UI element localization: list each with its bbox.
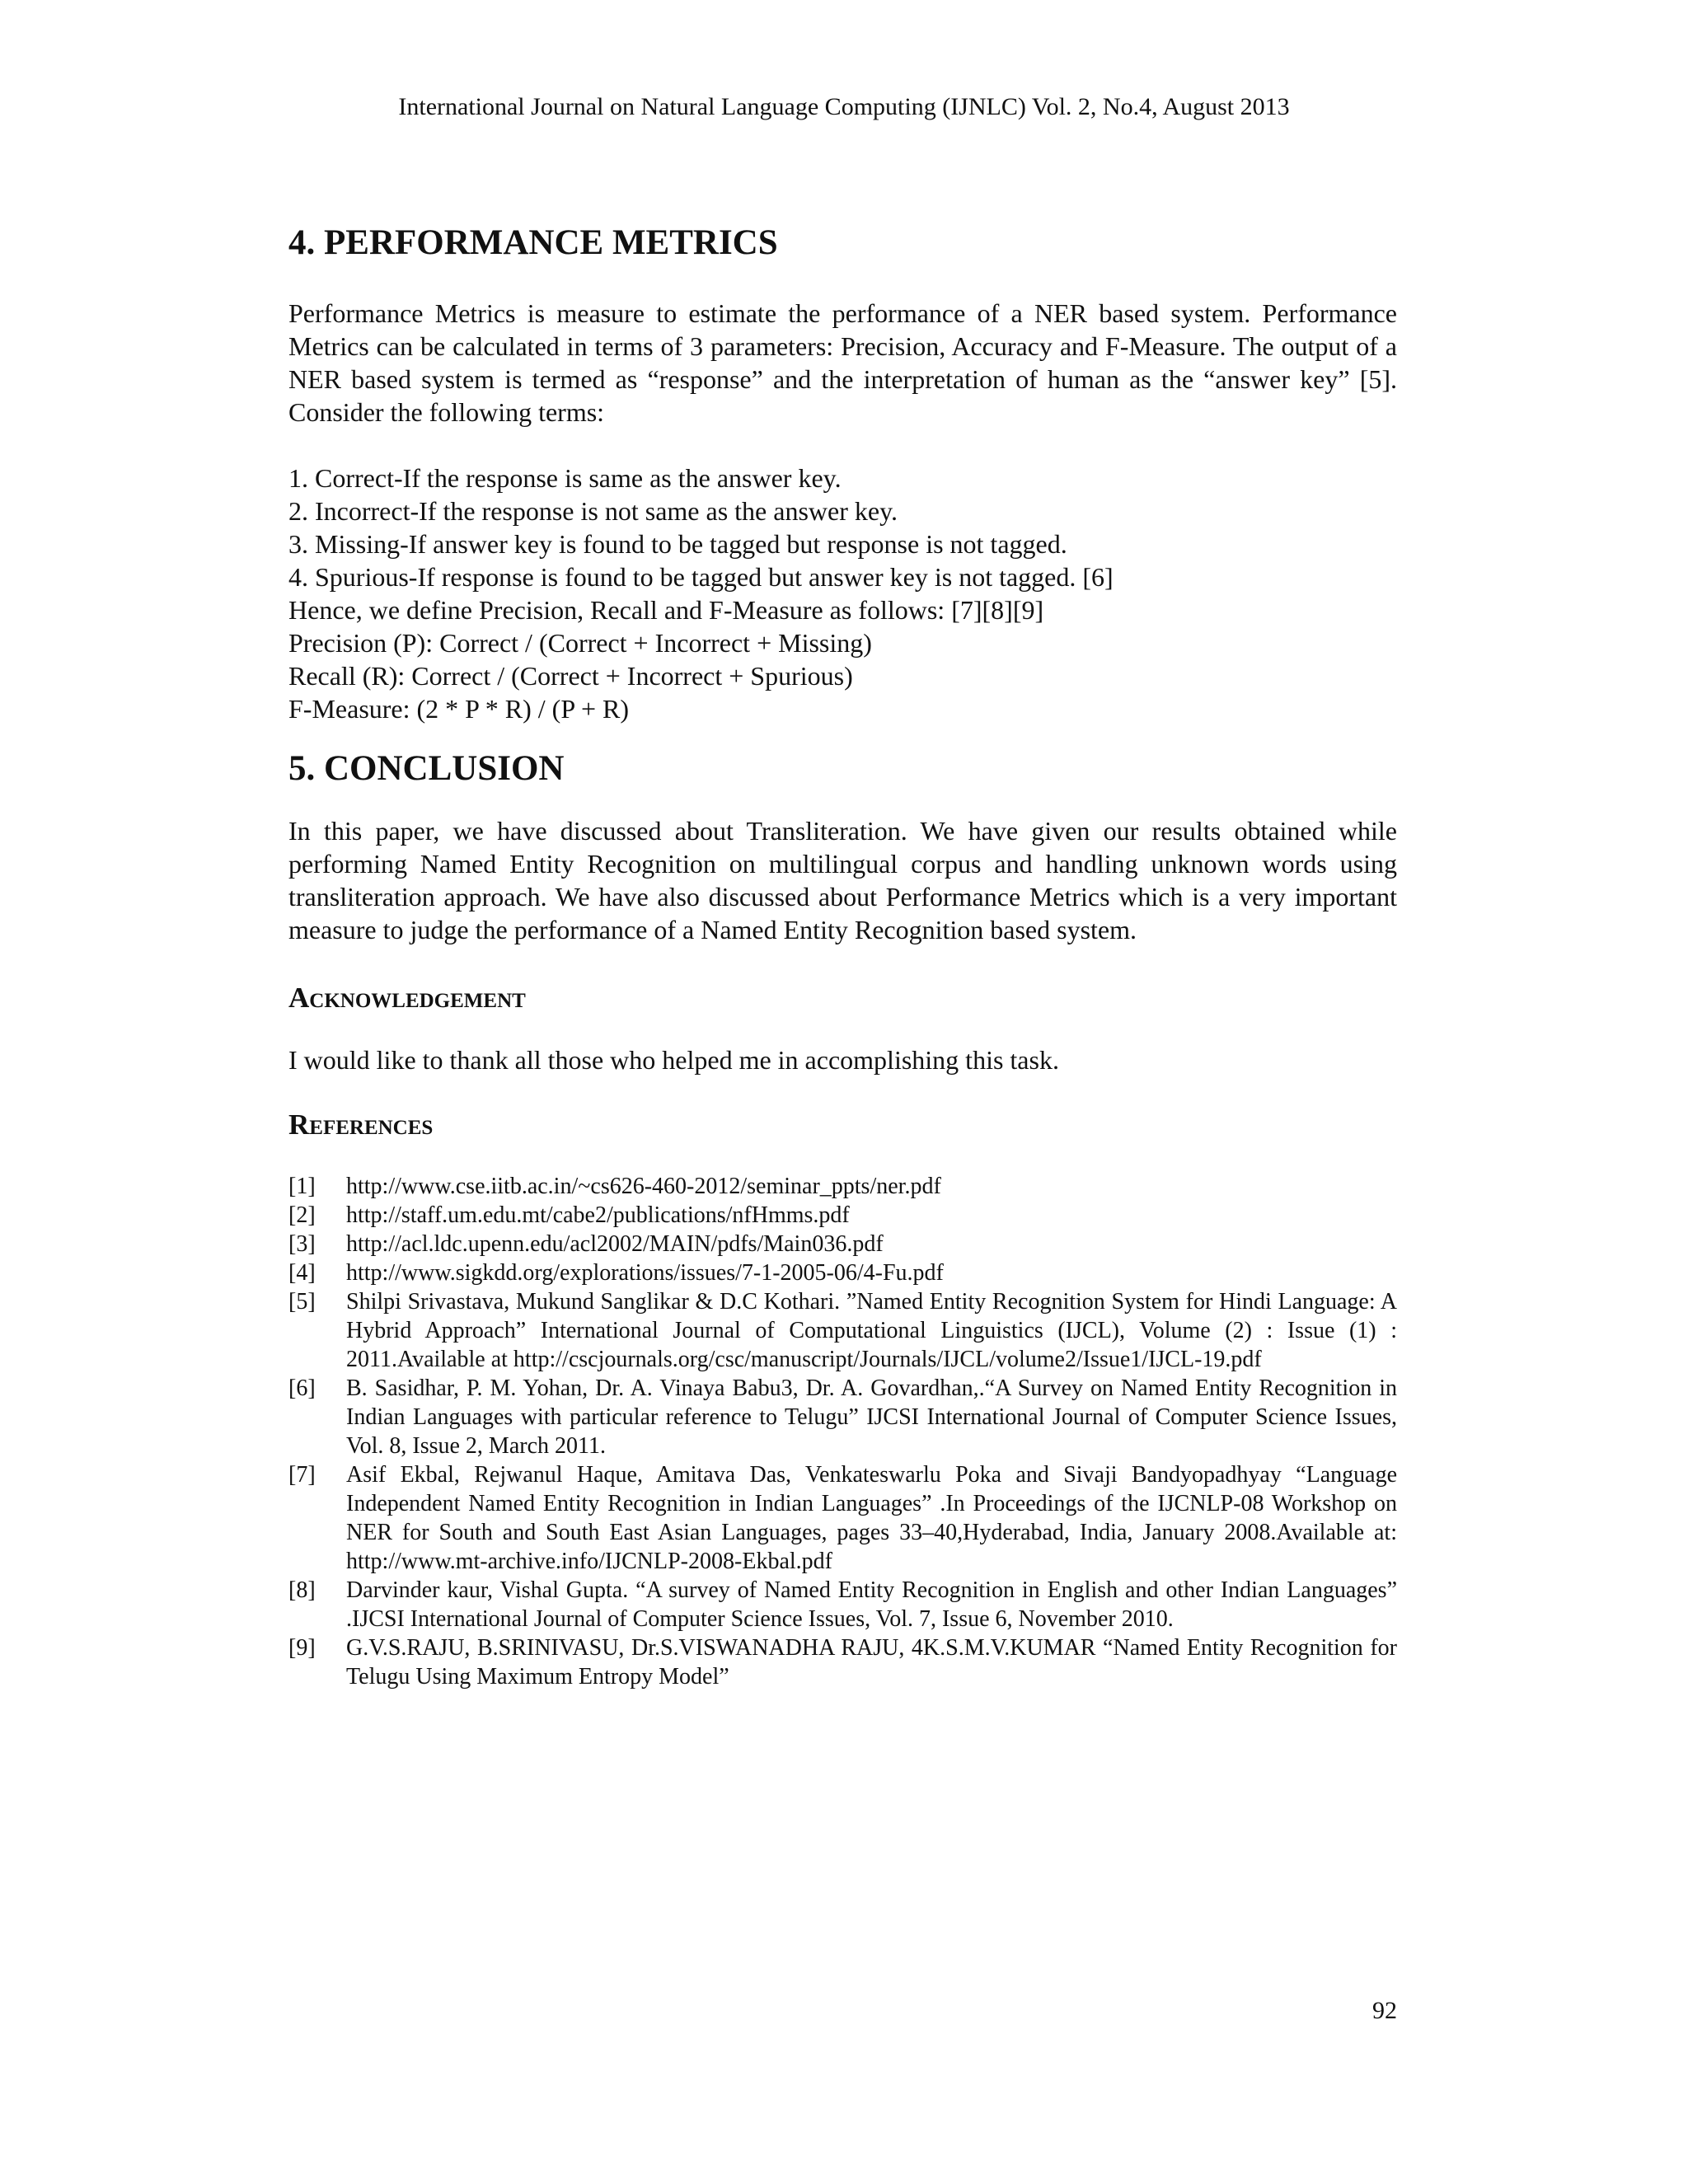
references-heading: References xyxy=(288,1108,434,1141)
reference-link[interactable]: http://staff.um.edu.mt/cabe2/publications/nfHmms.pdf xyxy=(346,1202,850,1228)
reference-text: G.V.S.RAJU, B.SRINIVASU, Dr.S.VISWANADHA RAJU, 4K.S.M.V.KUMAR “Named Entity Recognition for Telugu Using Maximum Entropy Model” xyxy=(346,1635,1397,1690)
formula-line: F-Measure: (2 * P * R) / (P + R) xyxy=(288,694,629,724)
reference-label: [1] xyxy=(288,1174,316,1199)
term-line: 4. Spurious-If response is found to be tagged but answer key is not tagged. [6] xyxy=(288,562,1114,592)
formula-line: Precision (P): Correct / (Correct + Incorrect + Missing) xyxy=(288,628,872,658)
reference-item xyxy=(288,1576,1397,1633)
performance-metrics-terms xyxy=(288,462,1397,725)
reference-label: [4] xyxy=(288,1260,316,1286)
reference-item xyxy=(288,1230,1397,1258)
reference-item xyxy=(288,1287,1397,1374)
reference-label: [6] xyxy=(288,1376,316,1401)
section-heading-performance-metrics: 4. PERFORMANCE METRICS xyxy=(288,223,778,262)
reference-item xyxy=(288,1258,1397,1287)
reference-text: Shilpi Srivastava, Mukund Sanglikar & D.C Kothari. ”Named Entity Recognition System for Hindi Language: A Hybrid Approach” International Journal of Computational Linguistics (IJCL), Volume (2) : Issue (1) : 2011.Available at http://cscjournals.org/csc/manuscript/Journals/IJCL/volume2/Issue1/IJCL-19.pdf xyxy=(346,1289,1397,1372)
reference-text: Darvinder kaur, Vishal Gupta. “A survey of Named Entity Recognition in English and other Indian Languages” .IJCSI International Journal of Computer Science Issues, Vol. 7, Issue 6, November 2010. xyxy=(346,1577,1397,1632)
reference-label: [3] xyxy=(288,1231,316,1257)
reference-item xyxy=(288,1460,1397,1576)
performance-metrics-paragraph: Performance Metrics is measure to estimate the performance of a NER based system. Performance Metrics can be calculated in terms of 3 parameters: Precision, Accuracy and F-Measure. The output of a NER based system is termed as “response” and the interpretation of human as the “answer key” [5]. Consider the following terms: xyxy=(288,298,1397,427)
reference-item xyxy=(288,1201,1397,1230)
conclusion-paragraph: In this paper, we have discussed about Transliteration. We have given our results obtained while performing Named Entity Recognition on multilingual corpus and handling unknown words using transliteration approach. We have also discussed about Performance Metrics which is a very important measure to judge the performance of a Named Entity Recognition based system. xyxy=(288,816,1397,944)
formula-line: Recall (R): Correct / (Correct + Incorrect + Spurious) xyxy=(288,661,853,691)
acknowledgement-text: I would like to thank all those who helped me in accomplishing this task. xyxy=(288,1045,1059,1075)
reference-text: B. Sasidhar, P. M. Yohan, Dr. A. Vinaya Babu3, Dr. A. Govardhan,.“A Survey on Named Entity Recognition in Indian Languages with particular reference to Telugu” IJCSI International Journal of Computer Science Issues, Vol. 8, Issue 2, March 2011. xyxy=(346,1376,1397,1459)
reference-label: [7] xyxy=(288,1462,316,1488)
reference-label: [2] xyxy=(288,1202,316,1228)
reference-label: [5] xyxy=(288,1289,316,1315)
reference-item xyxy=(288,1374,1397,1460)
reference-link[interactable]: http://www.cse.iitb.ac.in/~cs626-460-2012/seminar_ppts/ner.pdf xyxy=(346,1174,941,1199)
reference-label: [8] xyxy=(288,1577,316,1603)
page-content xyxy=(288,223,1397,1691)
reference-link[interactable]: http://acl.ldc.upenn.edu/acl2002/MAIN/pdfs/Main036.pdf xyxy=(346,1231,884,1257)
reference-item xyxy=(288,1172,1397,1201)
reference-link[interactable]: http://www.sigkdd.org/explorations/issues/7-1-2005-06/4-Fu.pdf xyxy=(346,1260,944,1286)
reference-item xyxy=(288,1633,1397,1691)
reference-text: Asif Ekbal, Rejwanul Haque, Amitava Das, Venkateswarlu Poka and Sivaji Bandyopadhyay “Language Independent Named Entity Recognition in Indian Languages” .In Proceedings of the IJCNLP-08 Workshop on NER for South and South East Asian Languages, pages 33–40,Hyderabad, India, January 2008.Available at: http://www.mt-archive.info/IJCNLP-2008-Ekbal.pdf xyxy=(346,1462,1397,1574)
acknowledgement-heading: Acknowledgement xyxy=(288,982,526,1014)
reference-label: [9] xyxy=(288,1635,316,1661)
term-line: 1. Correct-If the response is same as the answer key. xyxy=(288,463,842,493)
term-line: 3. Missing-If answer key is found to be tagged but response is not tagged. xyxy=(288,529,1067,559)
running-header: International Journal on Natural Language Computing (IJNLC) Vol. 2, No.4, August 2013 xyxy=(398,93,1290,120)
term-line: 2. Incorrect-If the response is not same as the answer key. xyxy=(288,496,898,526)
term-line: Hence, we define Precision, Recall and F-Measure as follows: [7][8][9] xyxy=(288,595,1044,625)
section-heading-conclusion: 5. CONCLUSION xyxy=(288,749,565,788)
page-number: 92 xyxy=(1372,1997,1397,2024)
reference-list xyxy=(288,1172,1397,1691)
